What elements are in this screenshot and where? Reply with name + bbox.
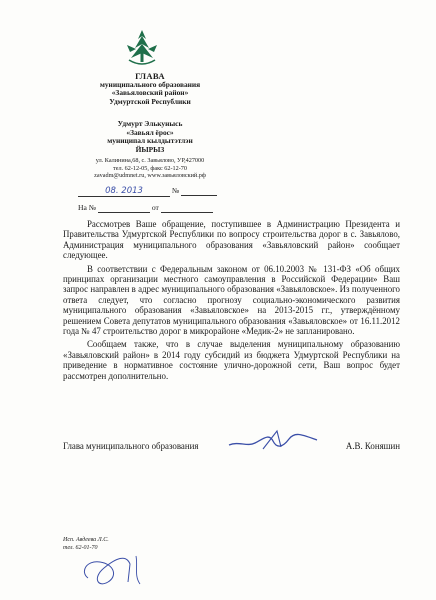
header-line: Удмурт Элькунысь	[117, 119, 183, 128]
paragraph: Сообщаем также, что в случае выделения муниципальному образованию «Завьяловский район» в 2014 году субсидий из бюджета Удмуртской Республики на приведение в нормативное состояние улично-дорожной сети, Ваш вопрос будет рассмотрен дополнительно.	[63, 339, 400, 381]
phones: тел. 62-12-05, факс 62-12-70	[113, 164, 187, 172]
date-field	[78, 186, 170, 197]
date-line	[78, 186, 217, 197]
paragraph: Рассмотрев Ваше обращение, поступившее в Администрацию Президента и Правительства Удмуртской Республики по вопросу строительства дорог в с. Завьялово, Администрация муниципального образования «Завьяловский район» сообщает следующее.	[63, 219, 400, 261]
reference-line	[78, 203, 213, 213]
ref-number-label: На №	[78, 203, 96, 212]
email: zavadm@udmnet.ru, www.завьяловский.рф	[94, 172, 206, 180]
initials-scribble	[78, 548, 158, 588]
handwritten-date: 08. 2013	[105, 186, 143, 196]
signer-position: Глава муниципального образования	[63, 441, 199, 451]
number-field	[181, 186, 217, 196]
letter-body	[63, 219, 400, 384]
header-line: «Завьял ёрос»	[126, 127, 174, 137]
ref-number-field	[98, 203, 150, 213]
header-title: ЙЫРЫЗ	[135, 144, 165, 154]
paragraph: В соответствии с Федеральным законом от 06.10.2003 № 131-ФЗ «Об общих принципах организации местного самоуправления в Российской Федерации» Ваш запрос направлен в адрес муниципального образования «Завьяловское». Из полученного ответа следует, что согласно прогнозу социально-экономического развития муниципального образования «Завьяловское» на 2013-2015 гг., утверждённому решением Совета депутатов муниципального образования «Завьяловское» от 16.11.2012 года № 47 строительство дорог в микрорайоне «Медик-2» не запланировано.	[63, 263, 400, 337]
coat-of-arms-icon	[121, 27, 163, 69]
ref-date-label: от	[151, 203, 159, 212]
signature-line	[63, 441, 400, 451]
executor-phone: тел. 62-01-70	[63, 545, 98, 551]
address: ул. Калинина,68, с. Завьялово, УР,427000	[95, 157, 205, 164]
signer-name: А.В. Коняшин	[345, 441, 400, 451]
header-udmurt	[70, 120, 230, 154]
header-line: Удмуртской Республики	[109, 96, 191, 106]
executor-name: Исп. Авдеева Л.С.	[63, 537, 109, 543]
number-label: №	[171, 186, 180, 195]
contact-block	[70, 157, 230, 180]
header-line: «Завьяловский район»	[111, 88, 189, 98]
header-line: муниципал кылдытэтлэн	[107, 136, 193, 146]
header-title: ГЛАВА	[135, 71, 165, 81]
ref-date-field	[161, 203, 213, 213]
header-russian	[70, 72, 230, 106]
header-line: муниципального образования	[99, 79, 201, 89]
